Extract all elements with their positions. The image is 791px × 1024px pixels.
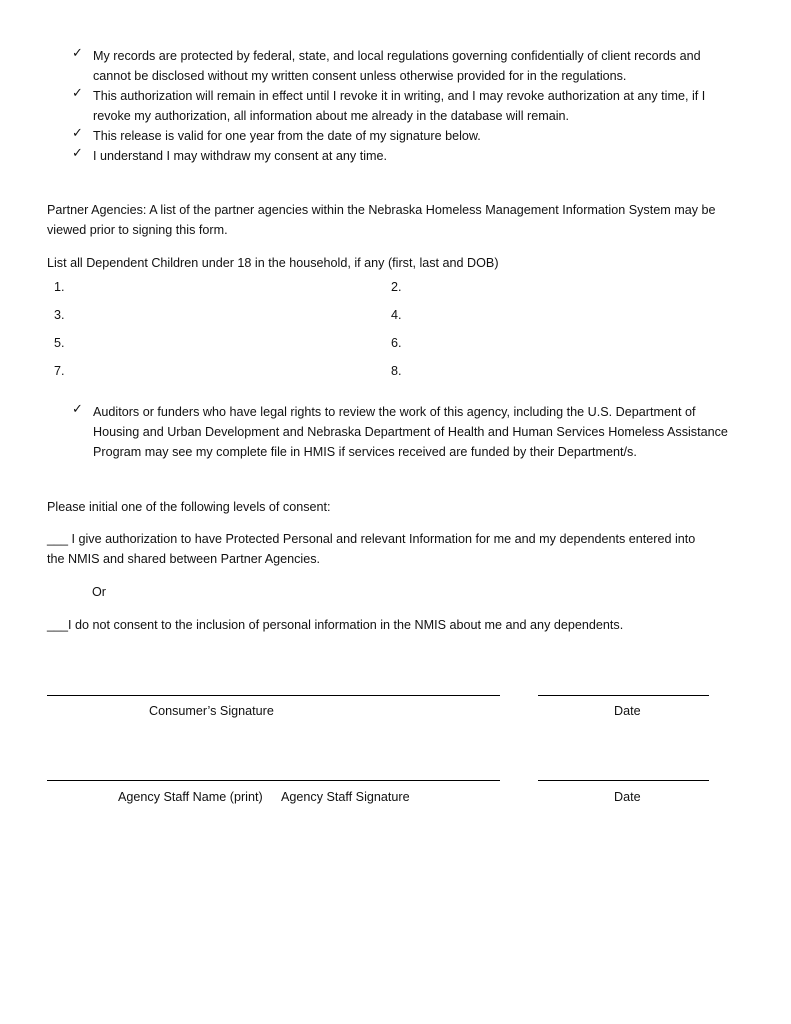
- consumer-signature-label: Consumer’s Signature: [149, 704, 274, 718]
- bullet-text-line: I understand I may withdraw my consent at any time.: [93, 149, 387, 163]
- checkmark-icon: ✓: [72, 86, 83, 101]
- consent-option-authorize-cont: the NMIS and shared between Partner Agencies.: [47, 552, 321, 566]
- dependent-number: 7.: [54, 364, 65, 378]
- staff-signature-line[interactable]: [47, 780, 500, 781]
- paragraph-line: viewed prior to signing this form.: [47, 223, 228, 237]
- date-line-1[interactable]: [538, 695, 709, 696]
- bullet-text-line: This release is valid for one year from the date of my signature below.: [93, 129, 481, 143]
- date-line-2[interactable]: [538, 780, 709, 781]
- bullet-text-line: Auditors or funders who have legal rights to review the work of this agency, including the U.S. Department of: [93, 405, 696, 419]
- dependent-number: 5.: [54, 336, 65, 350]
- staff-signature-label: Agency Staff Signature: [281, 790, 410, 804]
- consent-option-decline[interactable]: ___I do not consent to the inclusion of personal information in the NMIS about me and any dependents.: [47, 618, 624, 632]
- dependent-number: 1.: [54, 280, 65, 294]
- dependent-number: 6.: [391, 336, 402, 350]
- dependent-number: 3.: [54, 308, 65, 322]
- or-separator: Or: [92, 585, 106, 599]
- checkmark-icon: ✓: [72, 46, 83, 61]
- date-label-1: Date: [614, 704, 641, 718]
- bullet-text-line: Program may see my complete file in HMIS if services received are funded by their Department/s.: [93, 445, 637, 459]
- date-label-2: Date: [614, 790, 641, 804]
- dependents-heading: List all Dependent Children under 18 in the household, if any (first, last and DOB): [47, 256, 499, 270]
- bullet-text-line: Housing and Urban Development and Nebraska Department of Health and Human Services Homeless Assistance: [93, 425, 728, 439]
- checkmark-icon: ✓: [72, 126, 83, 141]
- dependent-number: 2.: [391, 280, 402, 294]
- consent-instruction: Please initial one of the following levels of consent:: [47, 500, 331, 514]
- staff-name-label: Agency Staff Name (print): [118, 790, 263, 804]
- dependent-number: 8.: [391, 364, 402, 378]
- dependent-number: 4.: [391, 308, 402, 322]
- checkmark-icon: ✓: [72, 402, 83, 417]
- bullet-text-line: cannot be disclosed without my written consent unless otherwise provided for in the regulations.: [93, 69, 627, 83]
- consumer-signature-line[interactable]: [47, 695, 500, 696]
- bullet-text-line: My records are protected by federal, state, and local regulations governing confidentially of client records and: [93, 49, 701, 63]
- consent-option-authorize[interactable]: ___ I give authorization to have Protected Personal and relevant Information for me and my dependents entered into: [47, 532, 696, 546]
- bullet-text-line: revoke my authorization, all information about me already in the database will remain.: [93, 109, 570, 123]
- checkmark-icon: ✓: [72, 146, 83, 161]
- bullet-text-line: This authorization will remain in effect until I revoke it in writing, and I may revoke authorization at any time, if I: [93, 89, 706, 103]
- paragraph-line: Partner Agencies: A list of the partner agencies within the Nebraska Homeless Management Information System may be: [47, 203, 716, 217]
